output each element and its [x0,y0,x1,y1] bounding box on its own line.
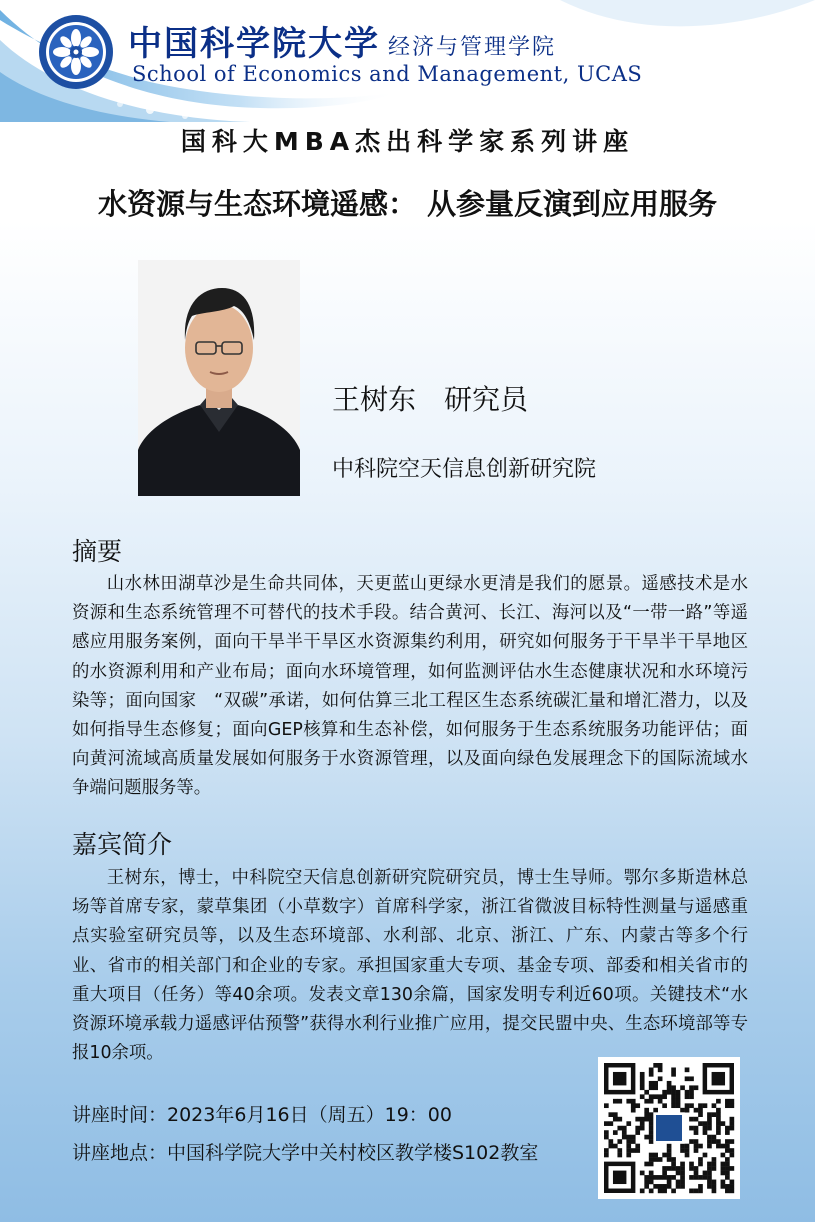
ucas-logo-icon [38,14,114,90]
header [0,0,815,120]
lecture-series: 国科大MBA杰出科学家系列讲座 [180,127,635,156]
qr-code-icon [598,1057,740,1199]
school-name-cn: 经济与管理学院 [388,35,557,60]
university-name-cn: 中国科学院大学 [128,24,380,64]
abstract-body: 山水林田湖草沙是生命共同体，天更蓝山更绿水更清是我们的愿景。遥感技术是水资源和生态系统管理不可替代的技术手段。结合黄河、长江、海河以及“一带一路”等遥感应用服务案例，面向干旱半干旱区水资源集约利用，研究如何服务于干旱半干旱地区的水资源利用和产业布局；面向水环境管理，如何监测评估水生态健康状况和水环境污染等；面向国家 “双碳”承诺，如何估算三北工程区生态系统碳汇量和增汇潜力，以及如何指导生态修复；面向GEP核算和生态补偿，如何服务于生态系统服务功能评估；面向黄河流域高质量发展如何服务于水资源管理，以及面向绿色发展理念下的国际流域水争端问题服务等。 [72,574,748,799]
school-name-en: School of Economics and Management, UCAS [132,62,643,86]
event-time: 讲座时间：2023年6月16日（周五）19：00 [72,1104,452,1126]
bio-heading: 嘉宾简介 [72,830,173,859]
speaker-institution: 中科院空天信息创新研究院 [332,457,597,482]
speaker-portrait-icon [138,260,300,496]
bio-body: 王树东，博士，中科院空天信息创新研究院研究员，博士生导师。鄂尔多斯造林总场等首席专家，蒙草集团（小草数字）首席科学家，浙江省微波目标特性测量与遥感重点实验室研究员等，以及生态环境部、水利部、北京、浙江、广东、内蒙古等多个行业、省市的相关部门和企业的专家。承担国家重大专项、基金专项、部委和相关省市的重大项目（任务）等40余项。发表文章130余篇，国家发明专利近60项。关键技术“水资源环境承载力遥感评估预警”获得水利行业推广应用，提交民盟中央、生态环境部等专报10余项。 [72,868,748,1064]
qr-code[interactable] [598,1057,740,1199]
speaker-name-title: 王树东 研究员 [332,383,529,416]
lecture-title: 水资源与生态环境遥感： 从参量反演到应用服务 [97,187,718,221]
event-venue: 讲座地点：中国科学院大学中关村校区教学楼S102教室 [72,1142,539,1164]
abstract-heading: 摘要 [72,537,123,566]
speaker-photo [138,260,300,496]
